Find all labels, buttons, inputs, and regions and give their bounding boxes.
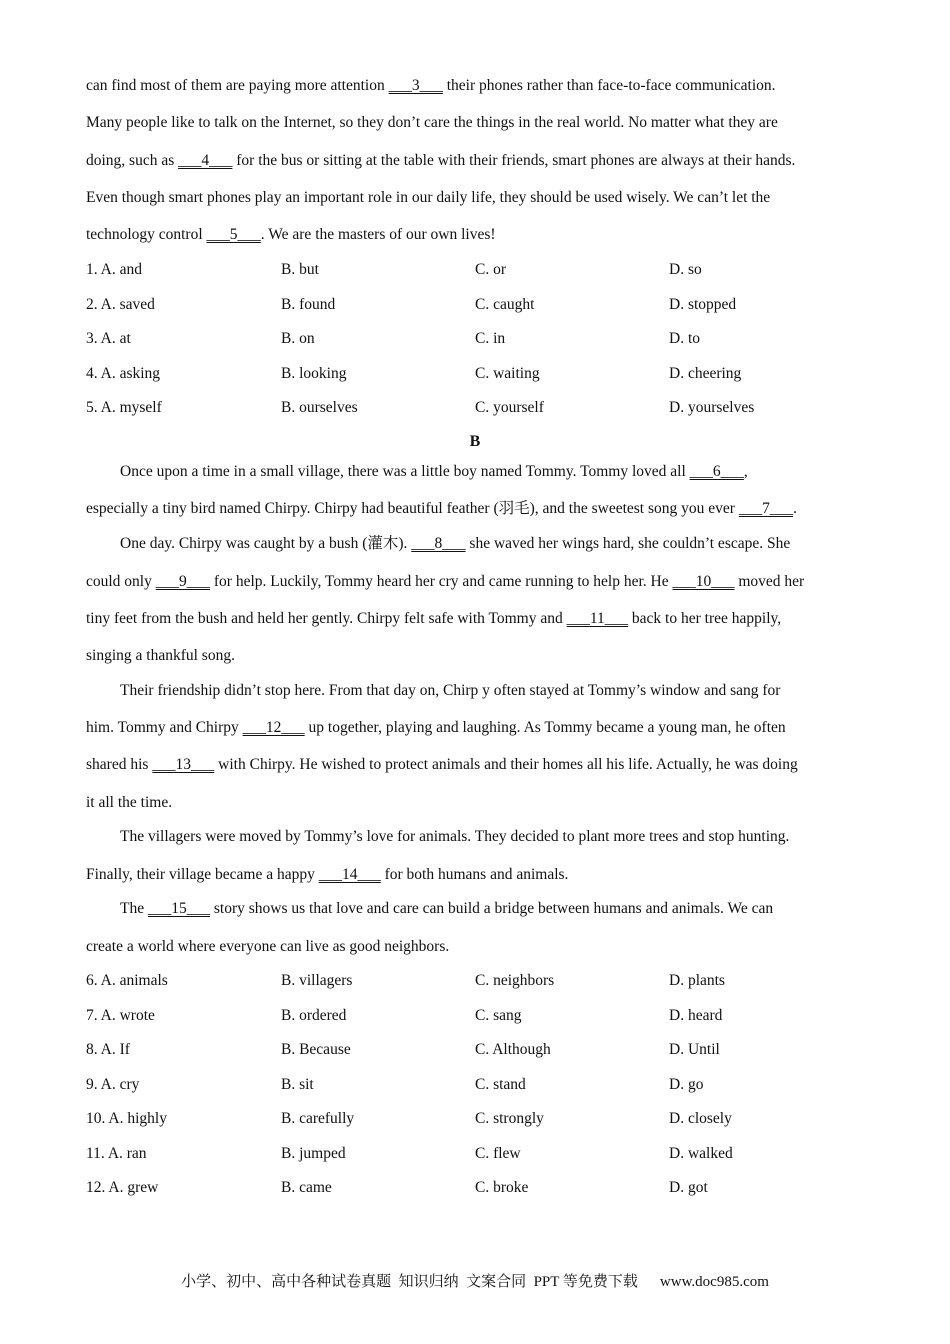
option-10-a: 10. A. highly xyxy=(86,1110,167,1127)
option-8-d: D. Until xyxy=(669,1041,720,1058)
passage-b-line: him. Tommy and Chirpy ___12___ up together, playing and laughing. As Tommy became a young man, he often xyxy=(86,719,786,736)
blank-9: ___9___ xyxy=(155,573,210,590)
blank-15: ___15___ xyxy=(147,900,210,917)
option-9-d: D. go xyxy=(669,1076,704,1093)
passage-a-line-1: can find most of them are paying more attention ___3___ their phones rather than face-to-face communication. xyxy=(86,77,776,94)
option-7-a: 7. A. wrote xyxy=(86,1007,155,1024)
option-8-c: C. Although xyxy=(475,1041,551,1058)
option-2-d: D. stopped xyxy=(669,296,737,313)
blank-7: ___7___ xyxy=(738,500,794,517)
blank-4: ___4___ xyxy=(178,152,233,169)
option-12-a: 12. A. grew xyxy=(86,1179,159,1196)
option-4-b: B. looking xyxy=(281,365,347,382)
passage-a-line-5: technology control ___5___. We are the masters of our own lives! xyxy=(86,226,496,243)
option-12-b: B. came xyxy=(281,1179,332,1196)
option-12-d: D. got xyxy=(669,1179,708,1196)
option-11-d: D. walked xyxy=(669,1145,733,1162)
blank-11: ___11___ xyxy=(566,610,629,627)
option-1-a: 1. A. and xyxy=(86,261,142,278)
option-4-d: D. cheering xyxy=(669,365,742,382)
option-5-c: C. yourself xyxy=(475,399,544,416)
option-4-a: 4. A. asking xyxy=(86,365,161,382)
passage-b-line: tiny feet from the bush and held her gently. Chirpy felt safe with Tommy and ___11___ back to her tree happily, xyxy=(86,610,782,627)
option-11-b: B. jumped xyxy=(281,1145,346,1162)
option-11-a: 11. A. ran xyxy=(86,1145,147,1162)
option-1-c: C. or xyxy=(475,261,506,278)
option-9-a: 9. A. cry xyxy=(86,1076,140,1093)
option-3-d: D. to xyxy=(669,330,700,347)
blank-8: ___8___ xyxy=(411,535,466,552)
option-7-b: B. ordered xyxy=(281,1007,347,1024)
passage-b-line: The ___15___ story shows us that love and care can build a bridge between humans and animals. We can xyxy=(120,900,774,917)
passage-a-line-3: doing, such as ___4___ for the bus or sitting at the table with their friends, smart phones are always at their hands. xyxy=(86,152,796,169)
passage-b-line: especially a tiny bird named Chirpy. Chirpy had beautiful feather (羽毛), and the sweetest song you ever ___7___. xyxy=(86,500,797,517)
footer-text: 小学、初中、高中各种试卷真题 知识归纳 文案合同 PPT 等免费下载 xyxy=(181,1274,638,1290)
option-5-b: B. ourselves xyxy=(281,399,358,416)
passage-b-line: it all the time. xyxy=(86,794,173,811)
option-5-d: D. yourselves xyxy=(669,399,755,416)
passage-b-line: could only ___9___ for help. Luckily, Tommy heard her cry and came running to help her. He ___10___ moved her xyxy=(86,573,805,590)
option-7-d: D. heard xyxy=(669,1007,723,1024)
option-2-c: C. caught xyxy=(475,296,535,313)
passage-a-line-2: Many people like to talk on the Internet, so they don’t care the things in the real world. No matter what they are xyxy=(86,114,778,131)
blank-3: ___3___ xyxy=(388,77,443,94)
option-10-b: B. carefully xyxy=(281,1110,355,1127)
option-6-d: D. plants xyxy=(669,972,725,989)
option-3-a: 3. A. at xyxy=(86,330,131,347)
blank-5: ___5___ xyxy=(206,226,261,243)
option-8-a: 8. A. If xyxy=(86,1041,130,1058)
option-5-a: 5. A. myself xyxy=(86,399,162,416)
option-10-c: C. strongly xyxy=(475,1110,544,1127)
passage-b-line: shared his ___13___ with Chirpy. He wished to protect animals and their homes all his life. Actually, he was doing xyxy=(86,756,798,773)
page-footer xyxy=(0,1270,950,1291)
option-3-b: B. on xyxy=(281,330,315,347)
option-2-a: 2. A. saved xyxy=(86,296,155,313)
option-1-b: B. but xyxy=(281,261,319,278)
blank-12: ___12___ xyxy=(242,719,305,736)
footer-website-link[interactable]: www.doc985.com xyxy=(659,1274,769,1290)
passage-a-line-4: Even though smart phones play an important role in our daily life, they should be used wisely. We can’t let the xyxy=(86,189,771,206)
blank-6: ___6___ xyxy=(689,463,744,480)
option-12-c: C. broke xyxy=(475,1179,529,1196)
option-4-c: C. waiting xyxy=(475,365,540,382)
blank-13: ___13___ xyxy=(152,756,215,773)
option-8-b: B. Because xyxy=(281,1041,351,1058)
option-6-c: C. neighbors xyxy=(475,972,555,989)
passage-b-line: Once upon a time in a small village, there was a little boy named Tommy. Tommy loved all ___6___, xyxy=(120,463,748,480)
passage-b-line: One day. Chirpy was caught by a bush (灌木). ___8___ she waved her wings hard, she couldn’t escape. She xyxy=(120,535,791,552)
option-9-c: C. stand xyxy=(475,1076,526,1093)
passage-b-line: Finally, their village became a happy ___14___ for both humans and animals. xyxy=(86,866,569,883)
blank-10: ___10___ xyxy=(672,573,735,590)
option-1-d: D. so xyxy=(669,261,702,278)
option-6-a: 6. A. animals xyxy=(86,972,168,989)
option-2-b: B. found xyxy=(281,296,336,313)
section-b-title: B xyxy=(469,433,481,450)
option-7-c: C. sang xyxy=(475,1007,522,1024)
passage-b-line: create a world where everyone can live as good neighbors. xyxy=(86,938,450,955)
option-6-b: B. villagers xyxy=(281,972,353,989)
option-11-c: C. flew xyxy=(475,1145,521,1162)
option-9-b: B. sit xyxy=(281,1076,314,1093)
passage-b-line: The villagers were moved by Tommy’s love for animals. They decided to plant more trees and stop hunting. xyxy=(120,828,790,845)
blank-14: ___14___ xyxy=(318,866,381,883)
option-3-c: C. in xyxy=(475,330,506,347)
option-10-d: D. closely xyxy=(669,1110,732,1127)
passage-b-line: Their friendship didn’t stop here. From that day on, Chirp y often stayed at Tommy’s window and sang for xyxy=(120,682,781,699)
passage-b-line: singing a thankful song. xyxy=(86,647,235,664)
